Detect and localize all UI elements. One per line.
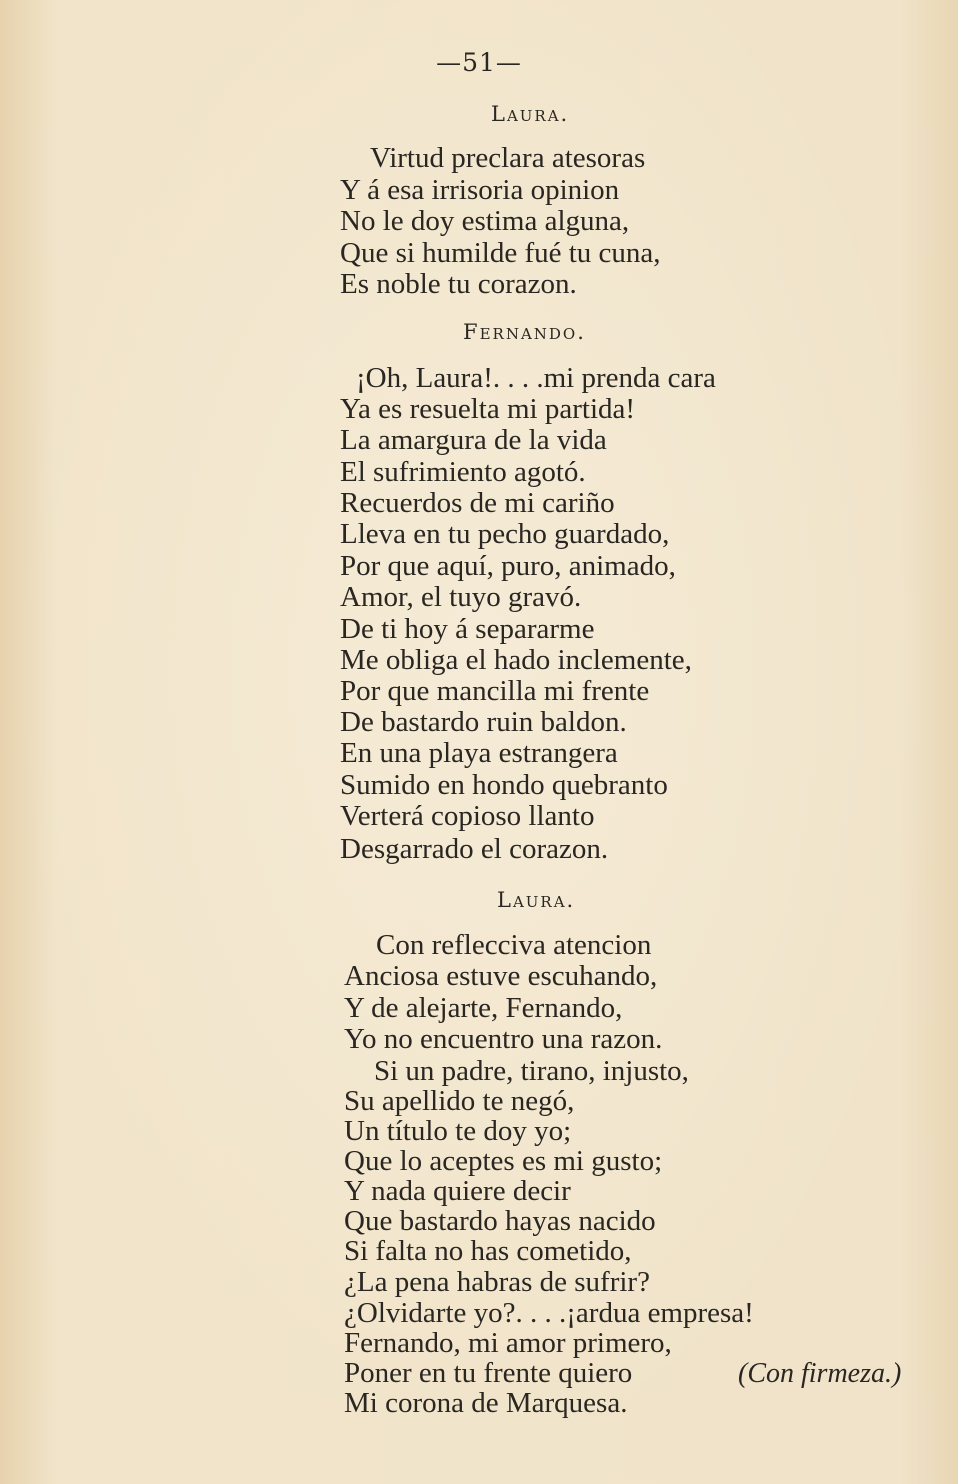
verse-line: Y nada quiere decir — [344, 1175, 571, 1207]
verse-line: De ti hoy á separarme — [340, 613, 595, 645]
verse-line: No le doy estima alguna, — [340, 205, 630, 237]
verse-line: Si falta no has cometido, — [344, 1235, 632, 1267]
verse-line: Un título te doy yo; — [344, 1115, 572, 1147]
verse-line: ¿Olvidarte yo?. . . .¡ardua empresa! — [344, 1297, 754, 1329]
verse-line: De bastardo ruin baldon. — [340, 706, 627, 738]
verse-line: Fernando, mi amor primero, — [344, 1327, 672, 1359]
verse-line: Me obliga el hado inclemente, — [340, 644, 692, 676]
verse-line: En una playa estrangera — [340, 737, 618, 769]
verse-line: Lleva en tu pecho guardado, — [340, 518, 670, 550]
verse-line: Que si humilde fué tu cuna, — [340, 237, 661, 269]
verse-line: ¿La pena habras de sufrir? — [344, 1266, 650, 1298]
verse-line: Y de alejarte, Fernando, — [344, 992, 623, 1024]
verse-line: Recuerdos de mi cariño — [340, 487, 615, 519]
verse-line: Amor, el tuyo gravó. — [340, 581, 582, 613]
verse-line: El sufrimiento agotó. — [340, 456, 586, 488]
speaker-laura-2: Laura. — [497, 888, 576, 912]
speaker-fernando: Fernando. — [463, 320, 586, 344]
verse-line: Que lo aceptes es mi gusto; — [344, 1145, 663, 1177]
verse-line: Sumido en hondo quebranto — [340, 769, 668, 801]
verse-line: Desgarrado el corazon. — [340, 833, 609, 865]
verse-line: Por que mancilla mi frente — [340, 675, 650, 707]
verse-line: Por que aquí, puro, animado, — [340, 550, 676, 582]
verse-line: Anciosa estuve escuhando, — [344, 960, 658, 992]
verse-line: Es noble tu corazon. — [340, 268, 577, 300]
verse-line: Que bastardo hayas nacido — [344, 1205, 656, 1237]
verse-line: Yo no encuentro una razon. — [344, 1023, 663, 1055]
verse-line: ¡Oh, Laura!. . . .mi prenda cara — [356, 362, 716, 394]
verse-line: Mi corona de Marquesa. — [344, 1387, 628, 1419]
verse-line: Y á esa irrisoria opinion — [340, 174, 620, 206]
page-number: —51— — [436, 48, 522, 77]
verse-line: Verterá copioso llanto — [340, 800, 595, 832]
verse-line: La amargura de la vida — [340, 424, 607, 456]
verse-line: Con reflecciva atencion — [376, 929, 652, 961]
verse-line: Si un padre, tirano, injusto, — [374, 1055, 689, 1087]
verse-line: Ya es resuelta mi partida! — [340, 393, 636, 425]
stage-direction: (Con firmeza.) — [738, 1358, 902, 1389]
speaker-laura-1: Laura. — [491, 102, 570, 126]
verse-line: Virtud preclara atesoras — [370, 142, 646, 174]
verse-line: Su apellido te negó, — [344, 1085, 575, 1117]
verse-line: Poner en tu frente quiero — [344, 1357, 633, 1389]
